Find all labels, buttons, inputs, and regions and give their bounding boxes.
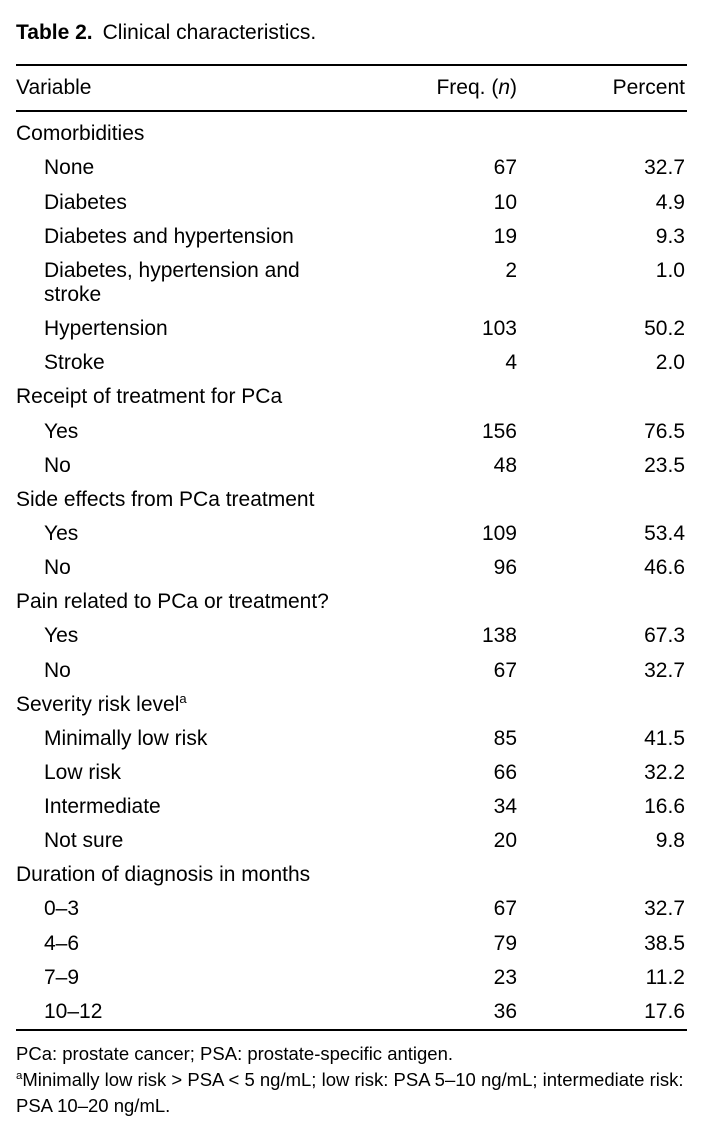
percent-cell: 41.5 — [644, 726, 685, 750]
percent-cell: 1.0 — [655, 258, 685, 282]
variable-cell: Intermediate — [44, 795, 161, 819]
table-row-item — [16, 254, 687, 312]
table-row-item — [16, 654, 687, 688]
variable-cell: No — [44, 556, 71, 580]
percent-cell — [587, 483, 687, 517]
percent-cell: 32.7 — [644, 897, 685, 921]
freq-cell: 19 — [493, 224, 517, 248]
variable-cell: Low risk — [44, 760, 122, 784]
freq-cell: 138 — [481, 624, 517, 648]
freq-cell — [372, 688, 587, 722]
freq-cell: 10 — [493, 190, 517, 214]
freq-cell: 67 — [493, 156, 517, 180]
freq-cell: 67 — [493, 897, 517, 921]
percent-cell: 11.2 — [645, 965, 685, 989]
table-row-item — [16, 927, 687, 961]
table-row-group — [16, 858, 687, 892]
freq-cell: 109 — [481, 521, 517, 545]
percent-cell: 76.5 — [644, 419, 685, 443]
variable-cell: Yes — [44, 419, 79, 443]
freq-cell: 36 — [493, 999, 517, 1023]
percent-cell: 53.4 — [644, 521, 685, 545]
percent-cell: 38.5 — [644, 931, 685, 955]
variable-cell: 4–6 — [44, 931, 80, 955]
variable-cell: 10–12 — [44, 999, 103, 1023]
freq-cell: 67 — [493, 658, 517, 682]
table-row-group — [16, 688, 687, 722]
table-row-item — [16, 892, 687, 926]
freq-cell — [372, 483, 587, 517]
freq-cell: 4 — [505, 351, 517, 375]
variable-cell: Diabetes, hypertension and stroke — [44, 258, 300, 306]
footnote-abbreviations: PCa: prostate cancer; PSA: prostate-specific antigen. — [16, 1043, 454, 1065]
variable-cell: Side effects from PCa treatment — [16, 487, 315, 511]
variable-cell: Yes — [44, 521, 79, 545]
table-label: Table 2. — [16, 21, 93, 44]
variable-cell: 7–9 — [44, 965, 80, 989]
table-row-item — [16, 449, 687, 483]
variable-cell: No — [44, 658, 71, 682]
percent-cell: 16.6 — [644, 795, 685, 819]
variable-cell: Not sure — [44, 829, 124, 853]
variable-cell: Severity risk level$^a$ — [16, 690, 187, 716]
freq-cell: 20 — [493, 829, 517, 853]
table-row-item — [16, 220, 687, 254]
variable-cell: Yes — [44, 624, 79, 648]
table-caption — [16, 20, 687, 46]
freq-cell: 79 — [493, 931, 517, 955]
variable-cell: Pain related to PCa or treatment? — [16, 590, 329, 614]
table-row-item — [16, 756, 687, 790]
freq-n-italic: n — [498, 76, 510, 100]
freq-cell — [372, 111, 587, 151]
freq-cell: 48 — [493, 453, 517, 477]
freq-cell — [372, 380, 587, 414]
freq-cell — [372, 858, 587, 892]
table-title: Clinical characteristics. — [102, 21, 317, 44]
column-header-percent: Percent — [587, 65, 687, 111]
variable-cell: Duration of diagnosis in months — [16, 863, 311, 887]
freq-cell: 103 — [481, 317, 517, 341]
table-row-group — [16, 585, 687, 619]
freq-cell — [372, 585, 587, 619]
percent-cell: 50.2 — [644, 317, 685, 341]
percent-cell — [587, 585, 687, 619]
variable-cell: No — [44, 453, 71, 477]
variable-cell: Diabetes — [44, 190, 127, 214]
table-row-item — [16, 722, 687, 756]
table-row-item — [16, 517, 687, 551]
freq-cell: 23 — [493, 965, 517, 989]
percent-cell: 9.8 — [655, 829, 685, 853]
footnote-marker: a — [16, 1069, 23, 1082]
table-body — [16, 111, 687, 1030]
table-row-item — [16, 995, 687, 1030]
percent-cell — [587, 111, 687, 151]
table-row-item — [16, 186, 687, 220]
table-row-item — [16, 790, 687, 824]
table-row-group — [16, 483, 687, 517]
table-footnotes — [16, 1041, 687, 1119]
percent-cell: 32.7 — [644, 156, 685, 180]
percent-cell: 2.0 — [655, 351, 685, 375]
freq-cell: 66 — [493, 760, 517, 784]
table-row-item — [16, 961, 687, 995]
freq-cell: 96 — [493, 556, 517, 580]
variable-cell: Receipt of treatment for PCa — [16, 385, 283, 409]
table-row-group — [16, 111, 687, 151]
variable-cell: Stroke — [44, 351, 105, 375]
percent-cell — [587, 380, 687, 414]
table-row-item — [16, 551, 687, 585]
table-row-item — [16, 415, 687, 449]
freq-cell: 2 — [505, 258, 517, 282]
percent-cell — [587, 858, 687, 892]
table-row-item — [16, 312, 687, 346]
percent-cell: 32.7 — [644, 658, 685, 682]
freq-cell: 156 — [481, 419, 517, 443]
variable-cell: Hypertension — [44, 317, 168, 341]
header-row — [16, 65, 687, 111]
superscript-marker: a — [179, 690, 187, 706]
percent-cell — [587, 688, 687, 722]
variable-cell: Diabetes and hypertension — [44, 224, 294, 248]
table-row-group — [16, 380, 687, 414]
table-row-item — [16, 346, 687, 380]
footnote-risk-definition: $^a$Minimally low risk > PSA < 5 ng/mL; low risk: PSA 5–10 ng/mL; intermediate risk: PSA 10–20 ng/mL. — [16, 1068, 684, 1116]
column-header-variable: Variable — [16, 65, 372, 111]
variable-cell: Minimally low risk — [44, 726, 208, 750]
column-header-freq: Freq. (n) — [372, 65, 587, 111]
variable-cell: Comorbidities — [16, 122, 145, 146]
table-header — [16, 65, 687, 111]
variable-cell: None — [44, 156, 95, 180]
clinical-characteristics-table — [16, 64, 687, 1031]
percent-cell: 4.9 — [655, 190, 685, 214]
percent-cell: 67.3 — [644, 624, 685, 648]
freq-cell: 85 — [493, 726, 517, 750]
freq-cell: 34 — [493, 795, 517, 819]
percent-cell: 17.6 — [644, 999, 685, 1023]
percent-cell: 9.3 — [655, 224, 685, 248]
percent-cell: 32.2 — [644, 760, 685, 784]
table-row-item — [16, 824, 687, 858]
percent-cell: 23.5 — [644, 453, 685, 477]
table-row-item — [16, 151, 687, 185]
variable-cell: 0–3 — [44, 897, 80, 921]
table-row-item — [16, 619, 687, 653]
percent-cell: 46.6 — [644, 556, 685, 580]
